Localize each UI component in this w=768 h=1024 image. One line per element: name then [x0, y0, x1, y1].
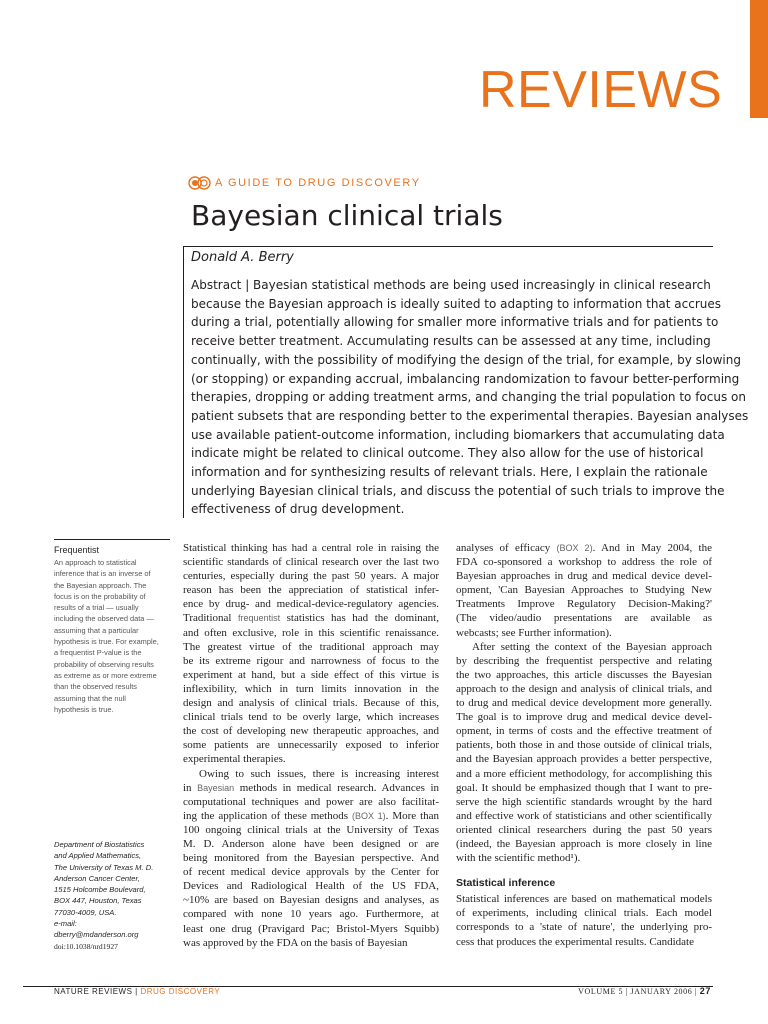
- abstract-line: use available patient-outcome information, including biomarkers that accumulating data: [191, 427, 725, 442]
- definition-line: hypothesis is true.: [54, 704, 114, 714]
- abstract-line: indicate might be related to clinical outcome. They also allow for the use of historical: [191, 446, 704, 461]
- text-line: (The video/audio presentations are available as: [456, 612, 712, 625]
- definition-line: assuming that a particular: [54, 625, 139, 635]
- text-line: of recent medical device approvals by the Center for: [183, 866, 439, 879]
- text-line: Statistical thinking has had a central role in raising the: [183, 542, 439, 554]
- affiliation-line: and Applied Mathematics,: [54, 851, 142, 861]
- text-line: experiment at hand, but a side effect of this virtue is: [183, 668, 439, 681]
- glossary-term: Frequentist: [54, 545, 100, 555]
- text-line: Bayesian approaches in drug and medical device devel-: [456, 570, 712, 583]
- definition-line: focus is on the probability of: [54, 591, 146, 601]
- text-line: analyses of efficacy (BOX 2). And in May 2004, the: [456, 542, 712, 554]
- text-line: Treatments Improve Regulatory Decision-Making?': [456, 598, 712, 611]
- text-line: with the scientific method¹).: [456, 852, 581, 865]
- text-line: oriented clinical researchers during the past 50 years: [456, 823, 712, 836]
- text-line: 100 ongoing clinical trials at the University of Texas: [183, 823, 439, 836]
- text-line: of experiments, including clinical trials. Each model: [456, 907, 712, 920]
- text-line: Statistical inferences are based on mathematical models: [456, 893, 712, 906]
- section-color-tab: [750, 0, 768, 118]
- text-line: The greatest virtue of the traditional approach may: [183, 640, 439, 653]
- body-column-2: [456, 541, 712, 949]
- affiliation-line: e-mail:: [54, 919, 77, 929]
- text-line: webcasts; see Further information).: [456, 626, 612, 639]
- text-line: patients, both those in and those outside of clinical trials,: [456, 739, 712, 752]
- definition-line: than the observed results: [54, 682, 137, 692]
- article-abstract: [191, 276, 749, 519]
- section-heading: REVIEWS: [479, 61, 723, 119]
- text-line: design and analysis of clinical trials. Because of this,: [183, 697, 439, 710]
- definition-line: inference that is an inverse of: [54, 569, 151, 579]
- inline-term: (BOX 1): [351, 810, 386, 821]
- text-line: the two approaches, this article discusses the Bayesian: [456, 668, 712, 681]
- article-title: Bayesian clinical trials: [191, 199, 503, 232]
- doi-text: doi:10.1038/nrd1927: [54, 941, 118, 951]
- text-line: being monitored from the Bayesian perspective. And: [183, 852, 439, 865]
- text-line: some patients are unnecessarily exposed to inferior: [183, 739, 439, 752]
- journal-section: DRUG DISCOVERY: [140, 987, 221, 996]
- sidebar-divider: [54, 539, 170, 540]
- text-line: M. D. Anderson alone have been designed or are: [183, 837, 439, 850]
- abstract-line: receive better treatment. Accumulating results can be assessed at any time, including: [191, 334, 711, 349]
- text-line: computational techniques and power are also facilitat-: [183, 795, 439, 808]
- title-divider: [183, 246, 713, 247]
- abstract-line: Abstract | Bayesian statistical methods are being used increasingly in clinical research: [191, 278, 711, 292]
- text-line: scientific standards of clinical research over the last two: [183, 556, 439, 569]
- definition-line: as extreme as or more extreme: [54, 670, 157, 680]
- page-number: 27: [699, 986, 711, 996]
- text-line: (indeed, the Bayesian approach is more closely in line: [456, 837, 712, 850]
- text-line: cess that produces the experimental results. Candidate: [456, 935, 694, 948]
- text-line: Owing to such issues, there is increasing interest: [199, 767, 439, 780]
- text-line: was approved by the FDA on the basis of Bayesian: [183, 936, 408, 949]
- journal-name: NATURE REVIEWS: [54, 987, 133, 996]
- abstract-line: because the Bayesian approach is ideally suited to adapting to information that accrues: [191, 296, 722, 311]
- text-line: inflexibility, which in turn limits innovation in the: [183, 682, 439, 695]
- author-affiliation: [54, 839, 153, 952]
- definition-line: hypothesis is true. For example,: [54, 637, 159, 647]
- text-line: corresponds to a 'state of nature', the underlying pro-: [456, 921, 712, 934]
- definition-line: the Bayesian approach. The: [54, 580, 147, 590]
- text-line: ing the application of these methods (BOX 1). More than: [183, 809, 440, 822]
- definition-line: including the observed data —: [54, 614, 154, 624]
- affiliation-line: Anderson Cancer Center,: [54, 873, 140, 883]
- definition-line: assuming that the null: [54, 693, 126, 703]
- text-line: centuries, especially during the past 50 years. A major: [183, 570, 439, 583]
- inline-term: Bayesian: [197, 782, 235, 793]
- abstract-line: patient subsets that are responding better to the experimental therapies. Bayesian analyses: [191, 408, 749, 423]
- series-label: [188, 176, 421, 190]
- section-subhead: Statistical inference: [456, 877, 556, 890]
- text-line: by describing the frequentist perspective and relating: [456, 654, 712, 667]
- text-line: FDA co-sponsored a workshop to address the role of: [456, 556, 712, 569]
- abstract-line: during a trial, potentially allowing for smaller more informative trials and for patients to: [191, 315, 719, 330]
- text-line: and a more efficient methodology, for accomplishing this: [456, 767, 712, 780]
- abstract-line: continually, with the possibility of modifying the design of the trial, for example, by slowing: [191, 352, 741, 367]
- issue-info: VOLUME 5 | JANUARY 2006 |: [578, 987, 698, 996]
- text-line: reason has been the appreciation of statistical infer-: [183, 584, 439, 597]
- abstract-line: therapies, dropping or adding treatment arms, and changing the trial population to focus on: [191, 390, 746, 405]
- text-line: The goal is to improve drug and medical device devel-: [456, 711, 712, 724]
- footer-journal: NATURE REVIEWS | DRUG DISCOVERY: [54, 987, 221, 996]
- affiliation-line: 1515 Holcombe Boulevard,: [54, 885, 146, 895]
- inline-term: frequentist: [238, 613, 281, 624]
- body-column-1: [183, 541, 439, 950]
- inline-term: (BOX 2): [556, 543, 593, 553]
- definition-line: results of a trial — usually: [54, 603, 139, 613]
- article-author: Donald A. Berry: [191, 250, 294, 265]
- text-line: compared with none 10 years ago. Furthermore, at: [183, 908, 439, 921]
- affiliation-line: Department of Biostatistics: [54, 840, 145, 849]
- glossary-definition: [54, 557, 170, 715]
- text-line: least one drug (Pravigard Pac; Bristol-Myers Squibb): [183, 922, 439, 935]
- abstract-line: underlying Bayesian clinical trials, and discuss the potential of such trials to improve the: [191, 483, 725, 498]
- text-line: opment, in terms of costs and the effective treatment of: [456, 725, 712, 738]
- text-line: approach to the design and analysis of clinical trials, and: [456, 682, 712, 695]
- text-line: to drug and medical device development more generally.: [456, 697, 712, 710]
- text-line: ence by drug- and medical-device-regulatory agencies.: [183, 598, 439, 611]
- text-line: ~10% are based on Bayesian designs and analyses, as: [183, 894, 439, 907]
- affiliation-line: BOX 447, Houston, Texas: [54, 896, 142, 906]
- text-line: After setting the context of the Bayesian approach: [472, 640, 712, 653]
- footer-issue: [578, 986, 711, 996]
- text-line: and often exclusive, role in this scientific renaissance.: [183, 626, 439, 639]
- abstract-line: (or stopping) or expanding accrual, imbalancing randomization to favour better-performing: [191, 371, 740, 386]
- affiliation-line: dberry@mdanderson.org: [54, 930, 139, 940]
- text-line: and the Bayesian approach provides a better perspective,: [456, 753, 712, 766]
- affiliation-line: The University of Texas M. D.: [54, 862, 154, 872]
- text-line: Devices and Radiological Health of the US FDA,: [183, 880, 439, 893]
- definition-line: probability of observing results: [54, 659, 154, 669]
- text-line: goal. It should be emphasized though that I want to pre-: [456, 781, 712, 794]
- series-title: A GUIDE TO DRUG DISCOVERY: [215, 177, 421, 189]
- text-line: serve the high scientific standards wrought by the hard: [456, 795, 712, 808]
- glossary-sidebar: [54, 539, 170, 715]
- definition-line: a frequentist P-value is the: [54, 648, 142, 658]
- text-line: experimental therapies.: [183, 753, 286, 766]
- text-line: the cost of developing new therapeutic approaches, and: [183, 725, 439, 738]
- text-line: and effective work of statisticians and other scientifically: [456, 809, 712, 822]
- abstract-line: information and for synthesizing results of relevant trials. Here, I explain the rationale: [191, 465, 708, 480]
- abstract-line: effectiveness of drug development.: [191, 502, 405, 517]
- text-line: opment, 'Can Bayesian Approaches to Studying New: [456, 584, 712, 597]
- text-line: in Bayesian methods in medical research. Advances in: [183, 781, 439, 794]
- text-line: Traditional frequentist statistics has had the dominant,: [183, 612, 439, 625]
- abstract-rule: [183, 246, 184, 518]
- text-line: be its extreme rigour and narrowness of focus to the: [183, 654, 439, 667]
- drug-discovery-logo-icon: [188, 176, 212, 190]
- text-line: clinical trials tend to be overly large, which increases: [183, 711, 439, 724]
- affiliation-line: 77030-4009, USA.: [54, 907, 117, 917]
- definition-line: An approach to statistical: [54, 558, 137, 567]
